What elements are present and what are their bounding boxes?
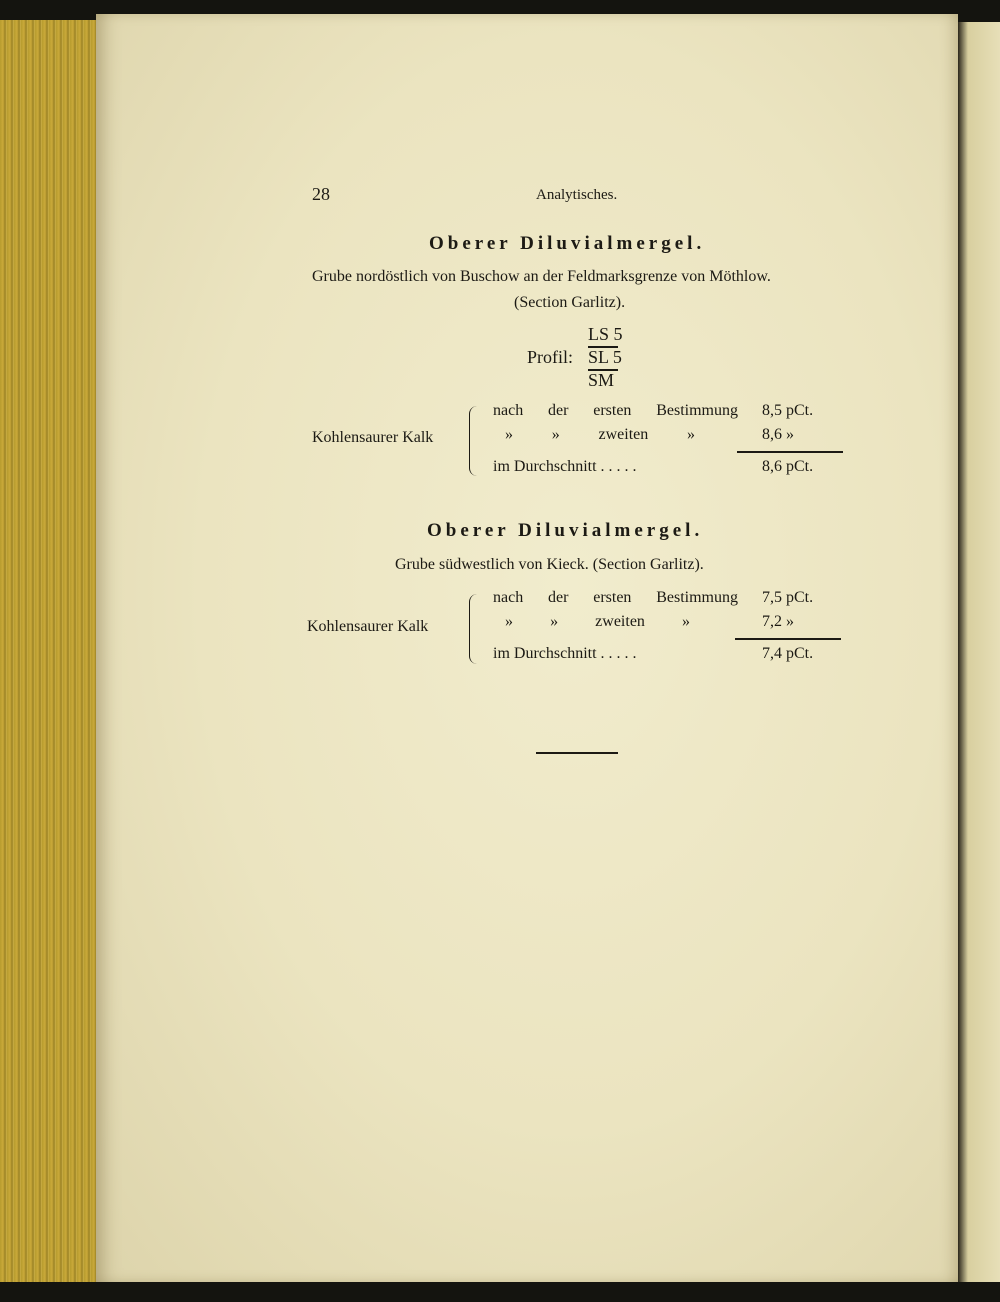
page-number: 28 bbox=[312, 184, 330, 204]
section-note: (Section Garlitz). bbox=[514, 294, 626, 311]
table-row-value: 8,5 pCt. bbox=[762, 402, 814, 419]
table-row-value: 7,5 pCt. bbox=[762, 589, 814, 606]
running-header: Analytisches. bbox=[536, 187, 618, 203]
table-row-value: 8,6 pCt. bbox=[762, 458, 814, 475]
table-row-text: » » zweiten » bbox=[505, 613, 690, 630]
section-title: Oberer Diluvialmergel. bbox=[429, 233, 706, 254]
table-row-text: » » zweiten » bbox=[505, 426, 695, 443]
brace bbox=[469, 406, 478, 476]
brace bbox=[469, 594, 478, 664]
table-row-text: nach der ersten Bestimmung bbox=[493, 589, 738, 606]
profile-line-3: SM bbox=[588, 370, 615, 390]
table-row-value: 8,6 » bbox=[762, 426, 794, 443]
table-row-text: im Durchschnitt . . . . . bbox=[493, 458, 637, 475]
location-text: Grube nordöstlich von Buschow an der Feldmarksgrenze von Möthlow. bbox=[312, 268, 771, 285]
profile-line-1: LS 5 bbox=[588, 324, 623, 344]
facing-page-edge bbox=[958, 22, 1000, 1282]
profile-label: Profil: bbox=[527, 347, 574, 367]
row-label: Kohlensaurer Kalk bbox=[307, 618, 429, 635]
sum-rule bbox=[735, 638, 841, 640]
table-row-text: im Durchschnitt . . . . . bbox=[493, 645, 637, 662]
section-title: Oberer Diluvialmergel. bbox=[427, 520, 704, 541]
table-row-value: 7,4 pCt. bbox=[762, 645, 814, 662]
sum-rule bbox=[737, 451, 843, 453]
table-row-value: 7,2 » bbox=[762, 613, 794, 630]
table-row-text: nach der ersten Bestimmung bbox=[493, 402, 738, 419]
location-text: Grube südwestlich von Kieck. (Section Garlitz). bbox=[395, 556, 704, 573]
end-rule bbox=[536, 752, 618, 754]
profile-line-2: SL 5 bbox=[588, 347, 622, 367]
book-page-edges bbox=[0, 20, 100, 1282]
row-label: Kohlensaurer Kalk bbox=[312, 429, 434, 446]
